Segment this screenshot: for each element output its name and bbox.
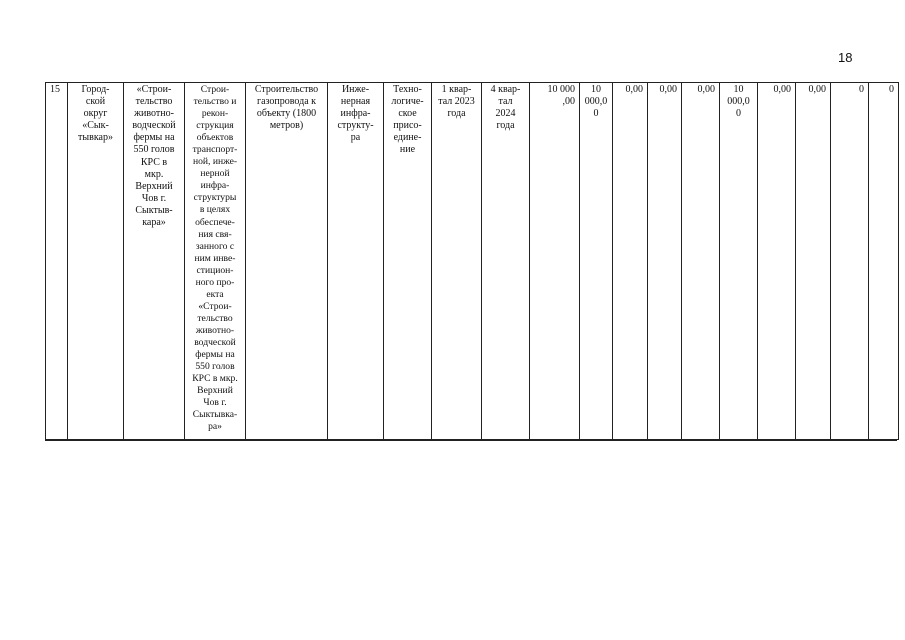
end-date-cell: 4 квар- тал 2024 года bbox=[482, 83, 530, 440]
event-cell: Строительство газопровода к объекту (1800 метров) bbox=[246, 83, 328, 440]
object-description-cell: Строи- тельство и рекон- струкция объектов транспорт- ной, инже- нерной инфра- структуры в целях обеспече- ния свя- занного с ним инве- стицион- ного про- екта «Строи- тельство животно- водческой фермы на 550 голов КРС в мкр. Верхний Чов г. Сыктывка- ра» bbox=[185, 83, 246, 440]
start-date-cell: 1 квар- тал 2023 года bbox=[432, 83, 482, 440]
page-number: 18 bbox=[838, 50, 853, 65]
total-amount-cell: 10 000 ,00 bbox=[530, 83, 580, 440]
table-row bbox=[46, 83, 899, 440]
amount-cell-9: 0 bbox=[869, 83, 899, 440]
row-number-cell: 15 bbox=[46, 83, 68, 440]
amount-cell-2: 0,00 bbox=[613, 83, 648, 440]
work-type-cell: Техно- логиче- ское присо- едине- ние bbox=[384, 83, 432, 440]
investment-table bbox=[45, 82, 899, 440]
amount-cell-1: 10 000,0 0 bbox=[580, 83, 613, 440]
project-name-cell: «Строи- тельство животно- водческой фермы на 550 голов КРС в мкр. Верхний Чов г. Сыктыв- кара» bbox=[124, 83, 185, 440]
infrastructure-type-cell: Инже- нерная инфра- структу- ра bbox=[328, 83, 384, 440]
amount-cell-3: 0,00 bbox=[648, 83, 682, 440]
amount-cell-4: 0,00 bbox=[682, 83, 720, 440]
amount-cell-8: 0 bbox=[831, 83, 869, 440]
amount-cell-7: 0,00 bbox=[796, 83, 831, 440]
amount-cell-6: 0,00 bbox=[758, 83, 796, 440]
municipality-cell: Город- ской округ «Сык- тывкар» bbox=[68, 83, 124, 440]
table-bottom-rule bbox=[45, 440, 897, 441]
amount-cell-5: 10 000,0 0 bbox=[720, 83, 758, 440]
